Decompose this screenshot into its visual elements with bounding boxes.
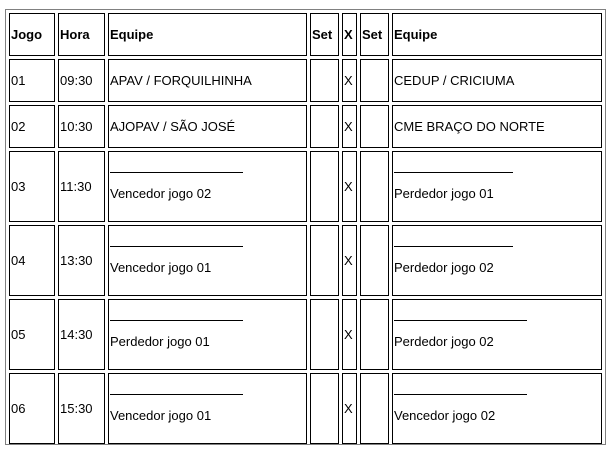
header-hora: Hora <box>58 13 105 56</box>
table-row <box>9 225 602 296</box>
cell-set-away <box>360 373 389 444</box>
cell-set-home <box>310 59 339 102</box>
cell-equipe-away <box>392 225 602 296</box>
cell-x: X <box>342 59 357 102</box>
cell-x: X <box>342 151 357 222</box>
team-placeholder: Vencedor jogo 01 <box>110 260 212 275</box>
cell-equipe-home: AJOPAV / SÃO JOSÉ <box>108 105 307 148</box>
cell-equipe-away <box>392 373 602 444</box>
cell-equipe-away <box>392 299 602 370</box>
cell-jogo: 05 <box>9 299 55 370</box>
team-placeholder: Perdedor jogo 02 <box>394 260 494 275</box>
cell-equipe-away: CME BRAÇO DO NORTE <box>392 105 602 148</box>
cell-equipe-home <box>108 299 307 370</box>
cell-equipe-home <box>108 373 307 444</box>
table-row <box>9 373 602 444</box>
cell-equipe-home <box>108 151 307 222</box>
blank-line <box>110 320 243 321</box>
cell-hora: 11:30 <box>58 151 105 222</box>
cell-set-away <box>360 225 389 296</box>
header-set-home: Set <box>310 13 339 56</box>
blank-line <box>394 394 527 395</box>
cell-hora: 14:30 <box>58 299 105 370</box>
blank-line <box>394 246 513 247</box>
cell-hora: 15:30 <box>58 373 105 444</box>
team-placeholder: Vencedor jogo 02 <box>394 408 496 423</box>
cell-equipe-away: CEDUP / CRICIUMA <box>392 59 602 102</box>
table-row <box>9 105 602 148</box>
cell-set-away <box>360 151 389 222</box>
cell-set-home <box>310 105 339 148</box>
header-row <box>9 13 602 56</box>
cell-set-away <box>360 59 389 102</box>
cell-x: X <box>342 299 357 370</box>
blank-line <box>394 172 513 173</box>
cell-set-home <box>310 373 339 444</box>
cell-set-home <box>310 151 339 222</box>
header-set-away: Set <box>360 13 389 56</box>
cell-hora: 13:30 <box>58 225 105 296</box>
cell-hora: 09:30 <box>58 59 105 102</box>
table-row <box>9 299 602 370</box>
blank-line <box>110 172 243 173</box>
cell-jogo: 01 <box>9 59 55 102</box>
cell-jogo: 04 <box>9 225 55 296</box>
cell-hora: 10:30 <box>58 105 105 148</box>
blank-line <box>394 320 527 321</box>
cell-x: X <box>342 225 357 296</box>
cell-x: X <box>342 105 357 148</box>
team-placeholder: Vencedor jogo 01 <box>110 408 212 423</box>
cell-set-home <box>310 299 339 370</box>
cell-equipe-home <box>108 225 307 296</box>
table-row <box>9 151 602 222</box>
table-row <box>9 59 602 102</box>
header-jogo: Jogo <box>9 13 55 56</box>
team-placeholder: Perdedor jogo 01 <box>110 334 210 349</box>
cell-jogo: 02 <box>9 105 55 148</box>
header-x: X <box>342 13 357 56</box>
cell-x: X <box>342 373 357 444</box>
cell-set-away <box>360 105 389 148</box>
header-equipe-away: Equipe <box>392 13 602 56</box>
cell-set-home <box>310 225 339 296</box>
team-placeholder: Perdedor jogo 01 <box>394 186 494 201</box>
cell-jogo: 06 <box>9 373 55 444</box>
cell-jogo: 03 <box>9 151 55 222</box>
team-placeholder: Perdedor jogo 02 <box>394 334 494 349</box>
blank-line <box>110 394 243 395</box>
schedule-table <box>6 10 605 447</box>
header-equipe-home: Equipe <box>108 13 307 56</box>
team-placeholder: Vencedor jogo 02 <box>110 186 212 201</box>
cell-set-away <box>360 299 389 370</box>
blank-line <box>110 246 243 247</box>
cell-equipe-away <box>392 151 602 222</box>
cell-equipe-home: APAV / FORQUILHINHA <box>108 59 307 102</box>
schedule-frame <box>5 9 606 445</box>
